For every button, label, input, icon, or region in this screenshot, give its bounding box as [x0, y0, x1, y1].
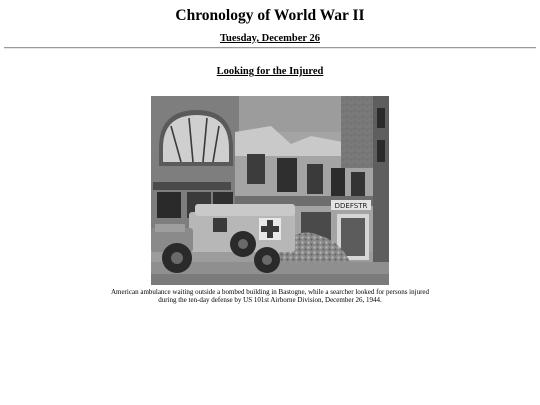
date-heading: Tuesday, December 26	[219, 33, 321, 44]
section-heading: Looking for the Injured	[216, 66, 324, 77]
divider	[4, 47, 536, 49]
site-title: Chronology of World War II	[175, 7, 365, 24]
shop-sign: DDEFSTR	[334, 202, 368, 210]
photo-caption: American ambulance waiting outside a bombed building in Bastogne, while a searcher looked for persons injured during the ten-day defense by US 101st Airborne Division, December 26, 1944.	[110, 288, 430, 304]
war-photo	[151, 96, 389, 285]
